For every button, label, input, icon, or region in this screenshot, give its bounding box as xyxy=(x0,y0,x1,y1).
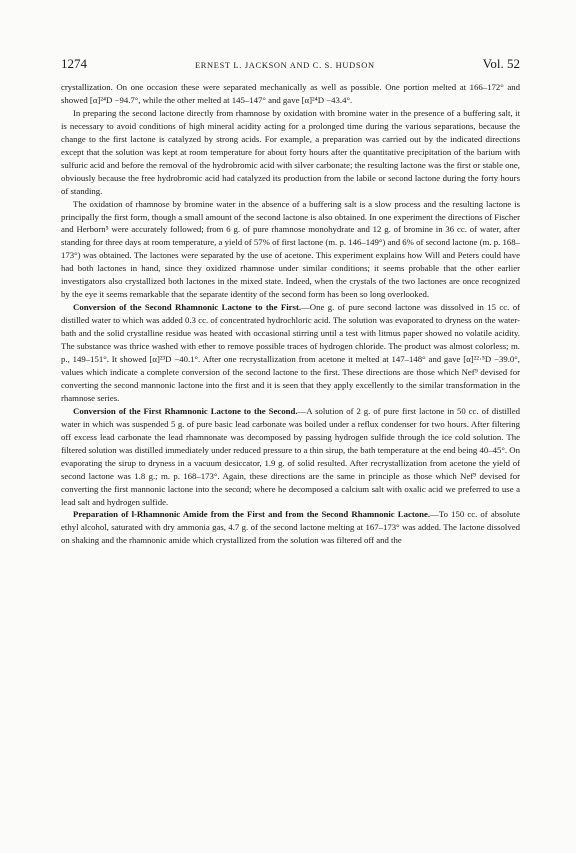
paragraph-text: —A solution of 2 g. of pure first lactone in 50 cc. of distilled water in which was suspended 5 g. of pure basic lead carbonate was boiled under a reflux condenser for two hours. After filtering off excess lead carbonate the lead rhamnonate was decomposed by passing hydrogen sulfide through the ice cold solution. The filtered solution was distilled immediately under reduced pressure to a thin sirup, the bath temperature at the end being 40–45°. On evaporating the sirup to dryness in a vacuum desiccator, 1.9 g. of solid resulted. After recrystallization from acetone the yield of second lactone was 1.8 g.; m. p. 168–173°. Again, these directions are the same in principle as those which Nef⁹ devised for converting the first mannonic lactone into the second; where he decomposed a calcium salt with oxalic acid we preferred to use a lead salt and hydrogen sulfide. xyxy=(61,405,521,507)
volume-label: Vol. 52 xyxy=(482,56,520,71)
paragraph xyxy=(61,508,520,547)
paragraph xyxy=(61,81,520,107)
paragraph xyxy=(61,405,520,509)
page-number: 1274 xyxy=(61,56,87,71)
paragraph xyxy=(61,198,520,302)
body-text xyxy=(61,81,520,547)
paragraph xyxy=(61,107,520,198)
paragraph-text: The oxidation of rhamnose by bromine water in the absence of a buffering salt is a slow process and the resulting lactone is principally the first form, though a small amount of the second lactone is also obtained. In one experiment the directions of Fischer and Herborn⁵ were accurately followed; from 6 g. of pure rhamnose monohydrate and 12 g. of bromine in 36 cc. of water, after standing for three days at room temperature, a yield of 57% of first lactone (m. p. 146–149°) and 6% of second lactone (m. p. 168–173°) was obtained. The lactones were separated by the use of acetone. This experiment explains how Will and Peters could have had both lactones in hand, since they oxidized rhamnose under similar conditions; it seems probable that the other earlier investigators also crystallized both lactones in the mixed state. Indeed, when the crystals of the two lactones are once recognized by the eye it seems remarkable that the separate identity of the second form has been so long overlooked. xyxy=(61,198,520,300)
section-heading: Preparation of l-Rhamnonic Amide from the First and from the Second Rhamnonic Lactone. xyxy=(73,509,431,520)
section-heading: Conversion of the Second Rhamnonic Lactone to the First. xyxy=(73,302,302,313)
paragraph xyxy=(61,301,520,405)
paragraph-text: crystallization. On one occasion these were separated mechanically as well as possible. One portion melted at 166–172° and showed [α]²⁴D −94.7°, while the other melted at 145–147° and gave [α]²⁴D −43.4°. xyxy=(61,82,520,105)
section-heading: Conversion of the First Rhamnonic Lactone to the Second. xyxy=(73,405,298,416)
paragraph-text: In preparing the second lactone directly from rhamnose by oxidation with bromine water in the presence of a buffering salt, it is necessary to avoid conditions of high mineral acidity acting for a prolonged time during the various separations, because the change to the first lactone is catalyzed by strong acids. For example, a preparation was carried out by the indicated directions except that the solution was kept at room temperature for about forty hours after the quantitative precipitation of the barium with sulfuric acid and before the removal of the hydrobromic acid with silver carbonate; the resulting lactone was the first or stable one, obviously because the free hydrobromic acid had catalyzed its production from the labile or second lactone during the forty hours of standing. xyxy=(61,107,520,196)
paragraph-text: —One g. of pure second lactone was dissolved in 15 cc. of distilled water to which was added 0.3 cc. of concentrated hydrochloric acid. The solution was evaporated to dryness on the water-bath and the solid crystalline residue was heated with occasional stirring until a test with litmus paper showed no volatile acidity. The substance was thrice washed with ether to remove possible traces of hydrogen chloride. The product was almost colorless; m. p., 149–151°. It showed [α]²³D −40.1°. After one recrystallization from acetone it melted at 147–148° and gave [α]²²·⁵D −39.0°, values which indicate a complete conversion of the second lactone to the first. These directions are those which Nef⁹ devised for converting the second mannonic lactone into the first and it is seen that they apply excellently to the similar transformation in the rhamnose series. xyxy=(61,302,520,403)
running-header xyxy=(61,56,520,72)
paragraph-text: —To 150 cc. of absolute ethyl alcohol, saturated with dry ammonia gas, 4.7 g. of the second lactone melting at 167–173° was added. The lactone dissolved on shaking and the rhamnonic amide which crystallized from the solution was filtered off and the xyxy=(61,509,520,546)
running-head-authors: ERNEST L. JACKSON AND C. S. HUDSON xyxy=(194,61,375,70)
